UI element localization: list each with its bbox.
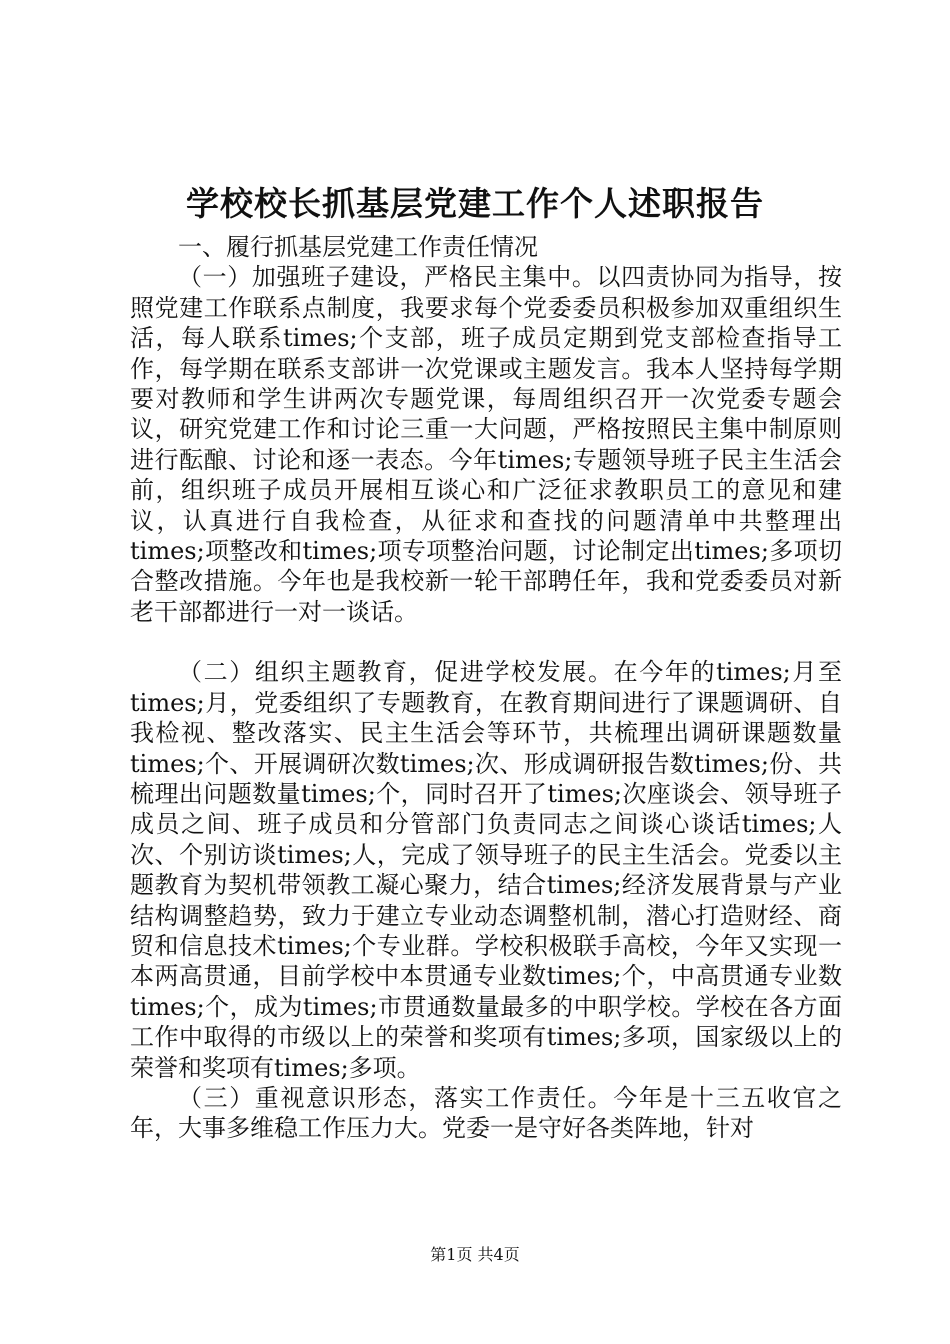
paragraph-3: （三）重视意识形态，落实工作责任。今年是十三五收官之年，大事多维稳工作压力大。党委一是守好各类阵地，针对 [130, 1083, 842, 1143]
document-title: 学校校长抓基层党建工作个人述职报告 [186, 184, 764, 223]
paragraph-2: （二）组织主题教育，促进学校发展。在今年的times;月至times;月，党委组织了专题教育，在教育期间进行了课题调研、自我检视、整改落实、民主生活会等环节，共梳理出调研课题数量times;个、开展调研次数times;次、形成调研报告数times;份、共梳理出问题数量times;个，同时召开了times;次座谈会、领导班子成员之间、班子成员和分管部门负责同志之间谈心谈话times;人次、个别访谈times;人，完成了领导班子的民主生活会。党委以主题教育为契机带领教工凝心聚力，结合times;经济发展背景与产业结构调整趋势，致力于建立专业动态调整机制，潜心打造财经、商贸和信息技术times;个专业群。学校积极联手高校，今年又实现一本两高贯通，目前学校中本贯通专业数times;个，中高贯通专业数times;个，成为times;市贯通数量最多的中职学校。学校在各方面工作中取得的市级以上的荣誉和奖项有times;多项，国家级以上的荣誉和奖项有times;多项。 [130, 658, 842, 1082]
document-body [130, 232, 842, 1144]
page-footer: 第1页 共4页 [430, 1245, 520, 1264]
section-heading: 一、履行抓基层党建工作责任情况 [178, 233, 538, 261]
paragraph-1: （一）加强班子建设，严格民主集中。以四责协同为指导，按照党建工作联系点制度，我要求每个党委委员积极参加双重组织生活，每人联系times;个支部，班子成员定期到党支部检查指导工作，每学期在联系支部讲一次党课或主题发言。我本人坚持每学期要对教师和学生讲两次专题党课，每周组织召开一次党委专题会议，研究党建工作和讨论三重一大问题，严格按照民主集中制原则进行酝酿、讨论和逐一表态。今年times;专题领导班子民主生活会前，组织班子成员开展相互谈心和广泛征求教职员工的意见和建议，认真进行自我检查，从征求和查找的问题清单中共整理出times;项整改和times;项专项整治问题，讨论制定出times;多项切合整改措施。今年也是我校新一轮干部聘任年，我和党委委员对新老干部都进行一对一谈话。 [130, 263, 842, 626]
